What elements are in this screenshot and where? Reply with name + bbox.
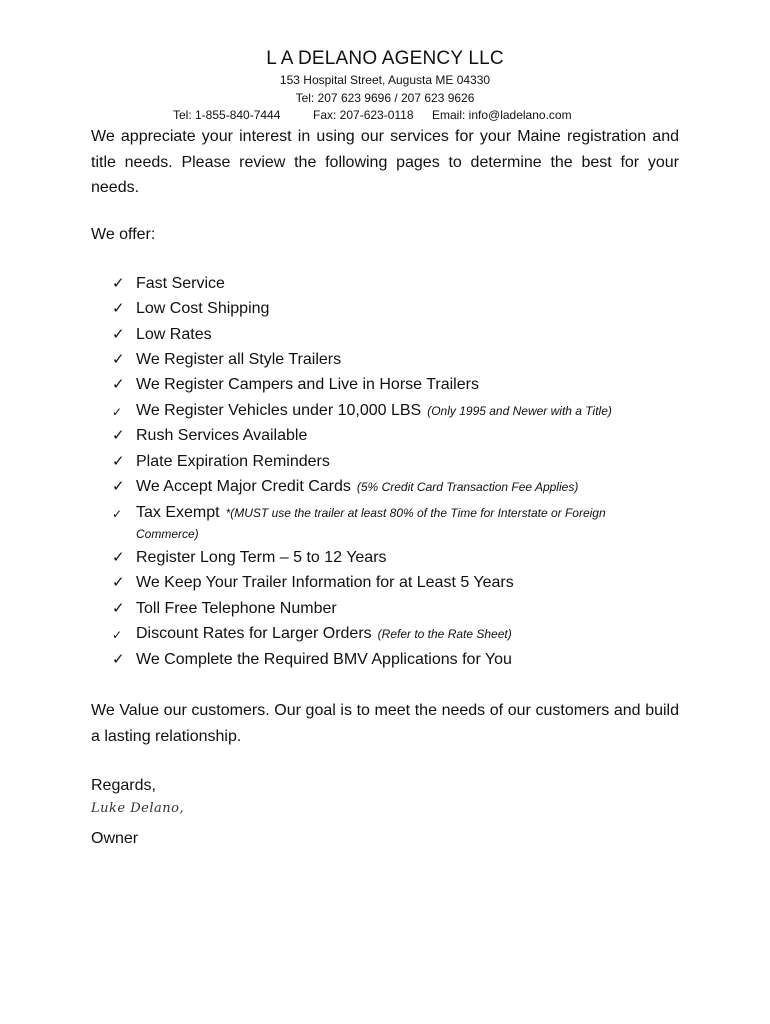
signer-title: Owner [91, 830, 139, 847]
checkmark-icon: ✓ [112, 651, 125, 668]
list-item-label: We Register all Style Trailers [136, 351, 342, 368]
list-item-note: *(MUST use the trailer at least 80% of the Time for Interstate or Foreign [225, 506, 606, 520]
list-item-label: We Register Vehicles under 10,000 LBS [136, 402, 422, 419]
list-item-label: We Accept Major Credit Cards [136, 478, 351, 495]
list-item-label: Toll Free Telephone Number [136, 600, 337, 617]
list-item-label: We Register Campers and Live in Horse Trailers [136, 376, 479, 393]
checkmark-icon: ✓ [112, 376, 125, 393]
list-item-label: We Complete the Required BMV Applications for You [136, 651, 512, 668]
list-item-label: Rush Services Available [136, 427, 308, 444]
closing-paragraph: We Value our customers. Our goal is to meet the needs of our customers and build a lasting relationship. [91, 702, 679, 745]
company-phones: Tel: 207 623 9696 / 207 623 9626 [295, 91, 475, 105]
list-item-text [136, 548, 387, 568]
checkmark-icon: ✓ [112, 549, 125, 566]
fax-number: Fax: 207-623-0118 [313, 108, 414, 122]
list-item-note: (Refer to the Rate Sheet) [377, 627, 512, 641]
list-item-text [136, 624, 512, 644]
list-item-text [136, 375, 479, 395]
list-item-text [136, 650, 512, 670]
checkmark-icon: ✓ [112, 478, 125, 495]
checkmark-icon: ✓ [112, 427, 125, 444]
company-name: L A DELANO AGENCY LLC [266, 48, 504, 69]
list-item-label: Low Rates [136, 326, 212, 343]
regards-line: Regards, [91, 777, 156, 794]
list-item-text [136, 350, 341, 370]
checkmark-icon: ✓ [112, 574, 125, 591]
list-item-text [136, 325, 212, 345]
list-item-text [136, 503, 606, 523]
list-item-label: We Keep Your Trailer Information for at Least 5 Years [136, 574, 514, 591]
toll-free-number: Tel: 1-855-840-7444 [173, 108, 281, 122]
list-item-note: (5% Credit Card Transaction Fee Applies) [356, 480, 579, 494]
list-item-text [136, 477, 578, 497]
list-item-note-continued: Commerce) [136, 527, 199, 541]
list-item-text [136, 426, 307, 446]
checkmark-icon: ✓ [112, 507, 123, 521]
list-item-text [136, 401, 612, 421]
offer-heading: We offer: [91, 226, 156, 243]
list-item-label: Fast Service [136, 275, 225, 292]
checkmark-icon: ✓ [112, 351, 125, 368]
intro-paragraph: We appreciate your interest in using our services for your Maine registration and title needs. Please review the following pages to determine the best for your needs. [91, 128, 679, 196]
checkmark-icon: ✓ [112, 600, 125, 617]
checkmark-icon: ✓ [112, 275, 125, 292]
checkmark-icon: ✓ [112, 453, 125, 470]
list-item-text [136, 599, 337, 619]
list-item-label: Discount Rates for Larger Orders [136, 625, 372, 642]
checkmark-icon: ✓ [112, 300, 125, 317]
email-address: Email: info@ladelano.com [432, 108, 572, 122]
list-item-text [136, 573, 514, 593]
list-item-note: (Only 1995 and Newer with a Title) [427, 404, 612, 418]
list-item-text [136, 299, 269, 319]
list-item-label: Register Long Term – 5 to 12 Years [136, 549, 387, 566]
list-item-label: Tax Exempt [136, 504, 220, 521]
checkmark-icon: ✓ [112, 326, 125, 343]
list-item-text [136, 452, 330, 472]
company-address: 153 Hospital Street, Augusta ME 04330 [279, 73, 491, 87]
list-item-label: Low Cost Shipping [136, 300, 270, 317]
signature: Luke Delano, [91, 801, 185, 816]
list-item-label: Plate Expiration Reminders [136, 453, 330, 470]
checkmark-icon: ✓ [112, 628, 123, 642]
checkmark-icon: ✓ [112, 405, 123, 419]
list-item-text [136, 274, 225, 294]
